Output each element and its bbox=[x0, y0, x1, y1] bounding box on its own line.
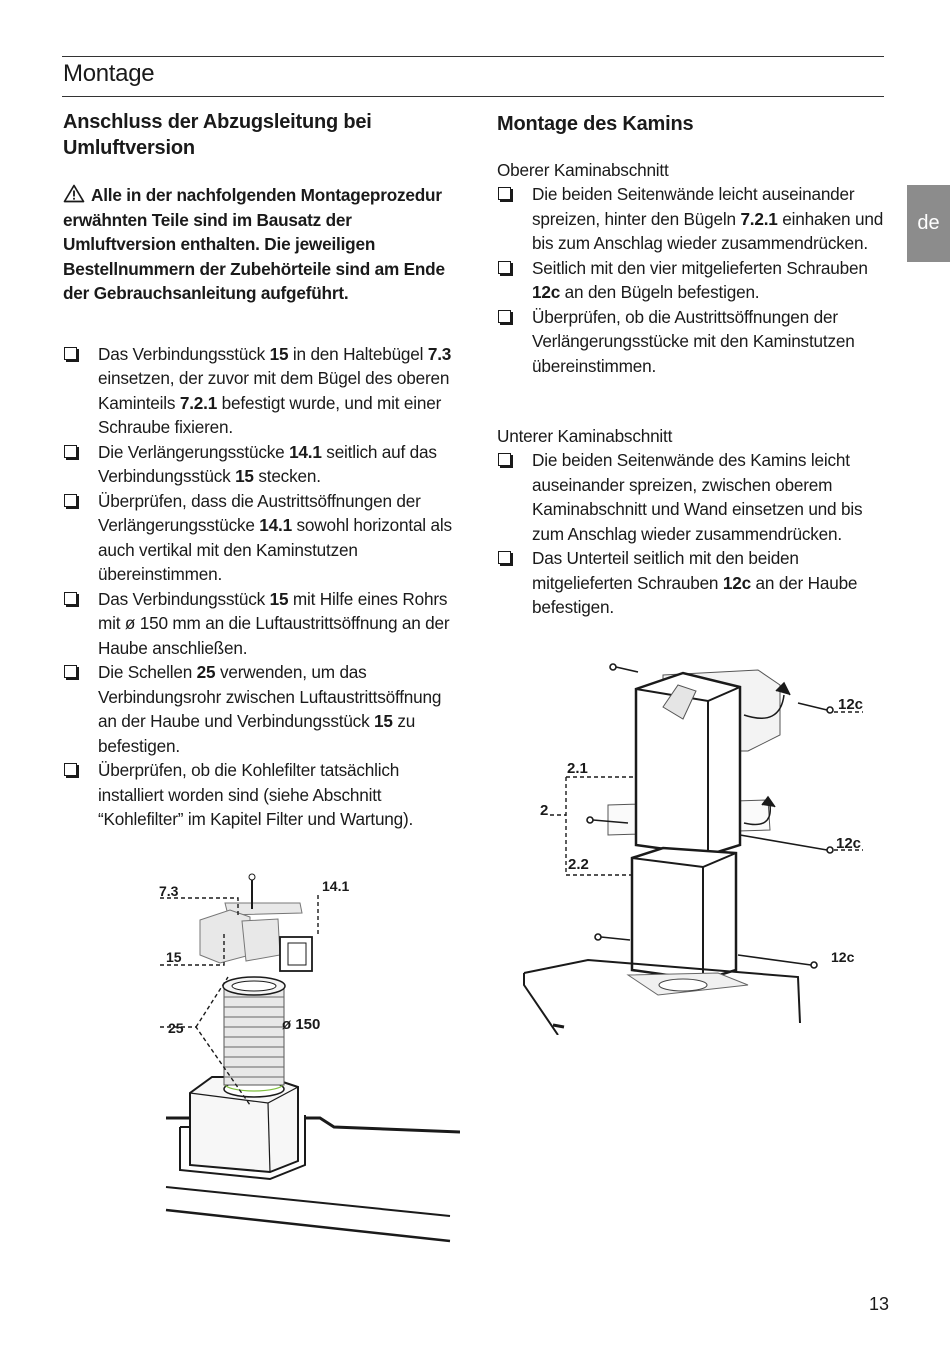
label-12c-top: 12c bbox=[838, 696, 864, 713]
warning-text: Alle in der nachfolgenden Montageprozedur erwähnten Teile sind im Bausatz der Umluftversion enthalten. Die jeweiligen Bestellnummern der Zubehörteile sind am Ende der Gebrauchsanleitung aufgeführt. bbox=[63, 185, 445, 303]
chimney-mounting-figure bbox=[518, 655, 888, 1035]
left-step-1: Das Verbindungsstück 15 in den Haltebügel 7.3 einsetzen, der zuvor mit dem Bügel des oberen Kaminteils 7.2.1 befestigt wurde, und mit einer Schraube fixieren. bbox=[63, 342, 455, 440]
warning-note bbox=[63, 183, 455, 306]
checkbox-icon bbox=[64, 763, 77, 776]
checkbox-icon bbox=[64, 445, 77, 458]
lower-step-list bbox=[497, 448, 887, 620]
label-2-2: 2.2 bbox=[568, 856, 589, 873]
checkbox-icon bbox=[498, 261, 511, 274]
left-step-list bbox=[63, 342, 455, 832]
lower-chimney-section bbox=[632, 848, 736, 980]
left-step-4: Das Verbindungsstück 15 mit Hilfe eines Rohrs mit ø 150 mm an die Luftaustrittsöffnung an der Haube anschließen. bbox=[63, 587, 455, 661]
section-title: Montage bbox=[63, 60, 155, 87]
checkbox-icon bbox=[64, 494, 77, 507]
right-heading: Montage des Kamins bbox=[497, 113, 694, 135]
upper-step-2: Seitlich mit den vier mitgelieferten Schrauben 12c an den Bügeln befestigen. bbox=[497, 256, 887, 305]
label-12c-middle: 12c bbox=[836, 835, 862, 852]
upper-step-1: Die beiden Seitenwände leicht auseinander spreizen, hinter den Bügeln 7.2.1 einhaken und bis zum Anschlag wieder zusammendrücken. bbox=[497, 182, 887, 256]
lower-step-2: Das Unterteil seitlich mit den beiden mitgelieferten Schrauben 12c an der Haube befestigen. bbox=[497, 546, 887, 620]
label-12c-bottom: 12c bbox=[831, 949, 855, 965]
warning-icon bbox=[63, 184, 85, 203]
checkbox-icon bbox=[498, 187, 511, 200]
label-7-3: 7.3 bbox=[159, 883, 179, 899]
checkbox-icon bbox=[64, 592, 77, 605]
checkbox-icon bbox=[498, 551, 511, 564]
checkbox-icon bbox=[64, 347, 77, 360]
left-step-6: Überprüfen, ob die Kohlefilter tatsächlich installiert worden sind (siehe Abschnitt “Kohlefilter” im Kapitel Filter und Wartung). bbox=[63, 758, 455, 832]
left-step-2: Die Verlängerungsstücke 14.1 seitlich auf das Verbindungsstück 15 stecken. bbox=[63, 440, 455, 489]
checkbox-icon bbox=[498, 310, 511, 323]
connector-bracket bbox=[200, 874, 312, 971]
label-14-1: 14.1 bbox=[322, 878, 350, 894]
left-column bbox=[63, 109, 455, 832]
recirculation-connection-figure bbox=[150, 865, 460, 1245]
header-rule-bottom bbox=[62, 96, 884, 97]
checkbox-icon bbox=[498, 453, 511, 466]
right-column bbox=[497, 111, 887, 620]
upper-step-list bbox=[497, 182, 887, 378]
upper-step-3: Überprüfen, ob die Austrittsöffnungen der Verlängerungsstücke mit den Kaminstutzen übereinstimmen. bbox=[497, 305, 887, 379]
left-step-5: Die Schellen 25 verwenden, um das Verbindungsrohr zwischen Luftaustrittsöffnung an der Haube und Verbindungsstück 15 zu befestigen. bbox=[63, 660, 455, 758]
lower-step-1: Die beiden Seitenwände des Kamins leicht auseinander spreizen, zwischen oberem Kaminabschnitt und Wand einsetzen und bis zum Anschlag wieder zusammendrücken. bbox=[497, 448, 887, 546]
lower-section-title: Unterer Kaminabschnitt bbox=[497, 426, 673, 446]
page-number: 13 bbox=[869, 1294, 890, 1314]
hood-body bbox=[166, 1077, 460, 1241]
label-diameter-150: ø 150 bbox=[282, 1016, 321, 1033]
language-tab: de bbox=[907, 185, 950, 262]
left-heading: Anschluss der Abzugsleitung bei Umluftversion bbox=[63, 111, 372, 159]
label-2: 2 bbox=[540, 802, 549, 819]
checkbox-icon bbox=[64, 665, 77, 678]
header-rule-top bbox=[62, 56, 884, 57]
label-25: 25 bbox=[168, 1020, 184, 1036]
upper-chimney-section bbox=[636, 673, 740, 855]
upper-section-title: Oberer Kaminabschnitt bbox=[497, 160, 669, 180]
left-step-3: Überprüfen, dass die Austrittsöffnungen der Verlängerungsstücke 14.1 sowohl horizontal als auch vertikal mit den Kaminstutzen übereinstimmen. bbox=[63, 489, 455, 587]
label-2-1: 2.1 bbox=[567, 760, 588, 777]
label-15: 15 bbox=[166, 949, 182, 965]
